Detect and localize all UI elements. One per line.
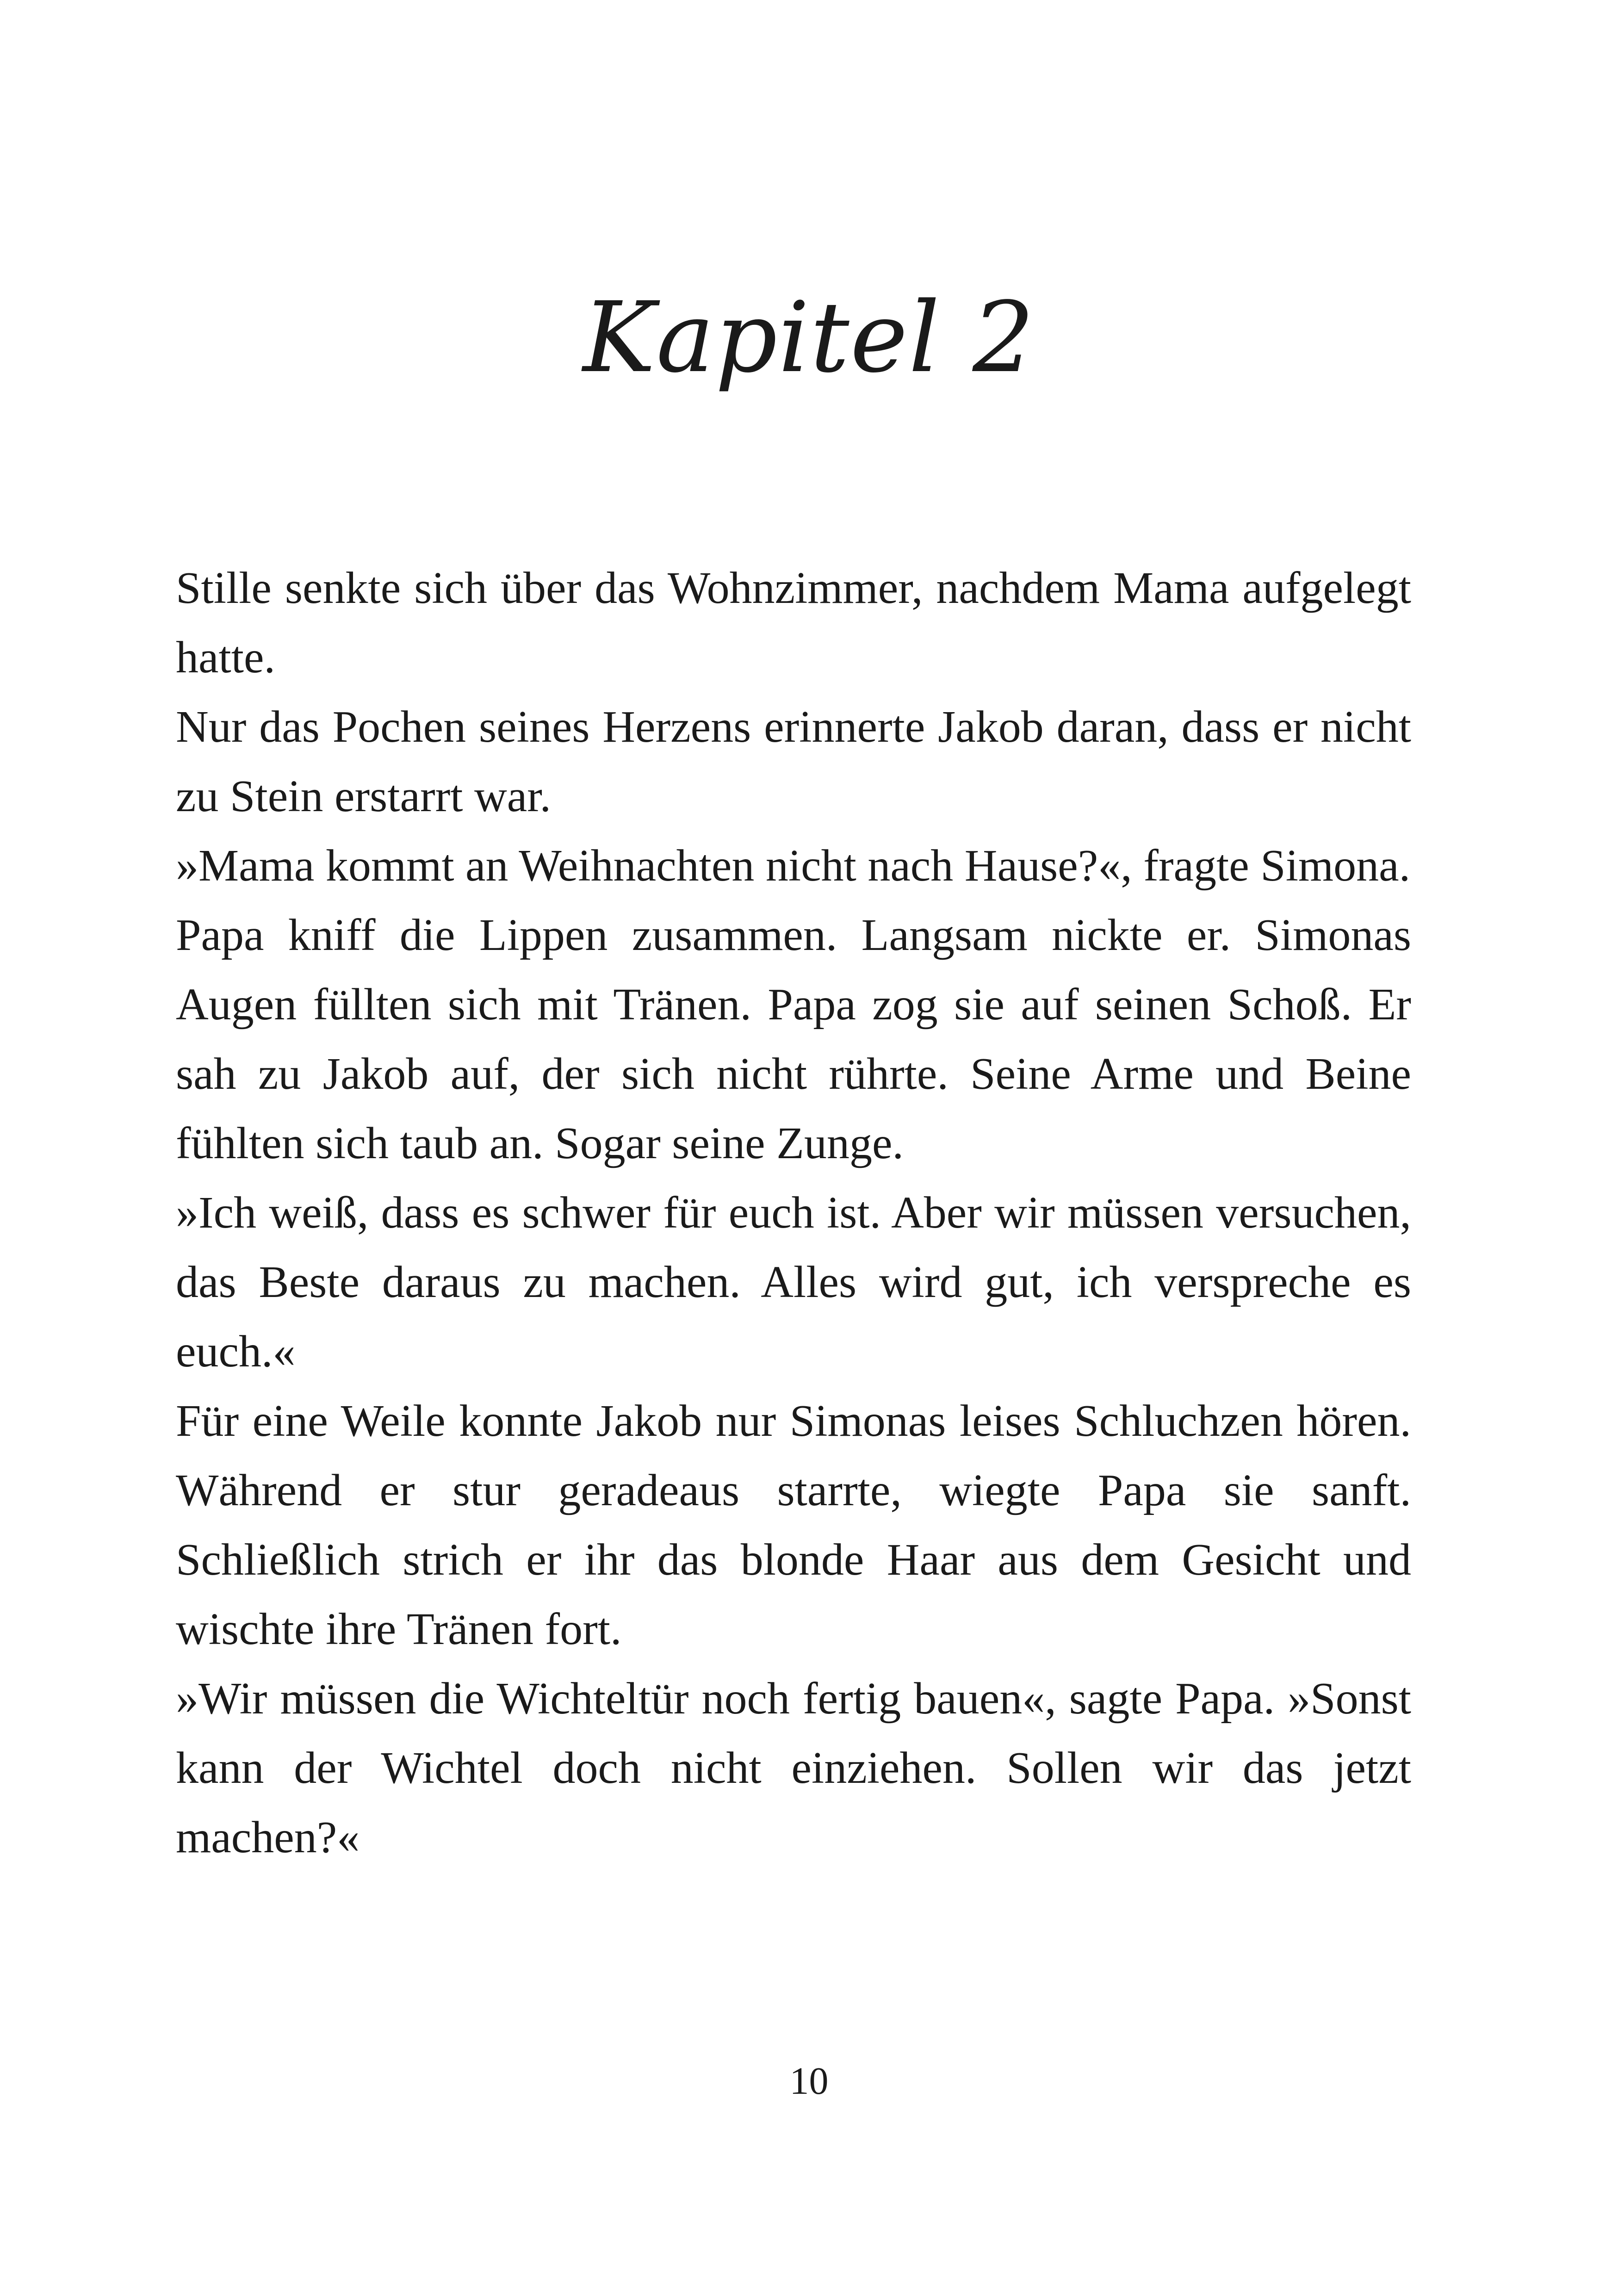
paragraph: Nur das Pochen seines Herzens erinnerte Jakob daran, dass er nicht zu Stein erstarrt war. bbox=[176, 702, 1411, 821]
paragraph: »Wir müssen die Wichteltür noch fertig bauen«, sagte Papa. »Sonst kann der Wichtel doch nicht einziehen. Sollen wir das jetzt machen?« bbox=[176, 1674, 1411, 1862]
paragraph: Für eine Weile konnte Jakob nur Simonas leises Schluchzen hören. Während er stur geradeaus starrte, wiegte Papa sie sanft. Schließlich strich er ihr das blonde Haar aus dem Gesicht und wischte ihre Tränen fort. bbox=[176, 1396, 1411, 1654]
chapter-title: Kapitel 2 bbox=[583, 281, 1035, 394]
paragraph: Papa kniff die Lippen zusammen. Langsam nickte er. Simonas Augen füllten sich mit Tränen. Papa zog sie auf seinen Schoß. Er sah zu Jakob auf, der sich nicht rührte. Seine Arme und Beine fühlten sich taub an. Sogar seine Zunge. bbox=[176, 910, 1411, 1168]
paragraph: »Ich weiß, dass es schwer für euch ist. Aber wir müssen versuchen, das Beste daraus zu machen. Alles wird gut, ich verspreche es euch.« bbox=[176, 1188, 1411, 1377]
paragraph: Stille senkte sich über das Wohnzimmer, nachdem Mama aufgelegt hatte. bbox=[176, 563, 1411, 683]
paragraph: »Mama kommt an Weihnachten nicht nach Hause?«, fragte Simona. bbox=[176, 841, 1411, 891]
page-number: 10 bbox=[789, 2060, 829, 2103]
body-text bbox=[176, 553, 1411, 1872]
